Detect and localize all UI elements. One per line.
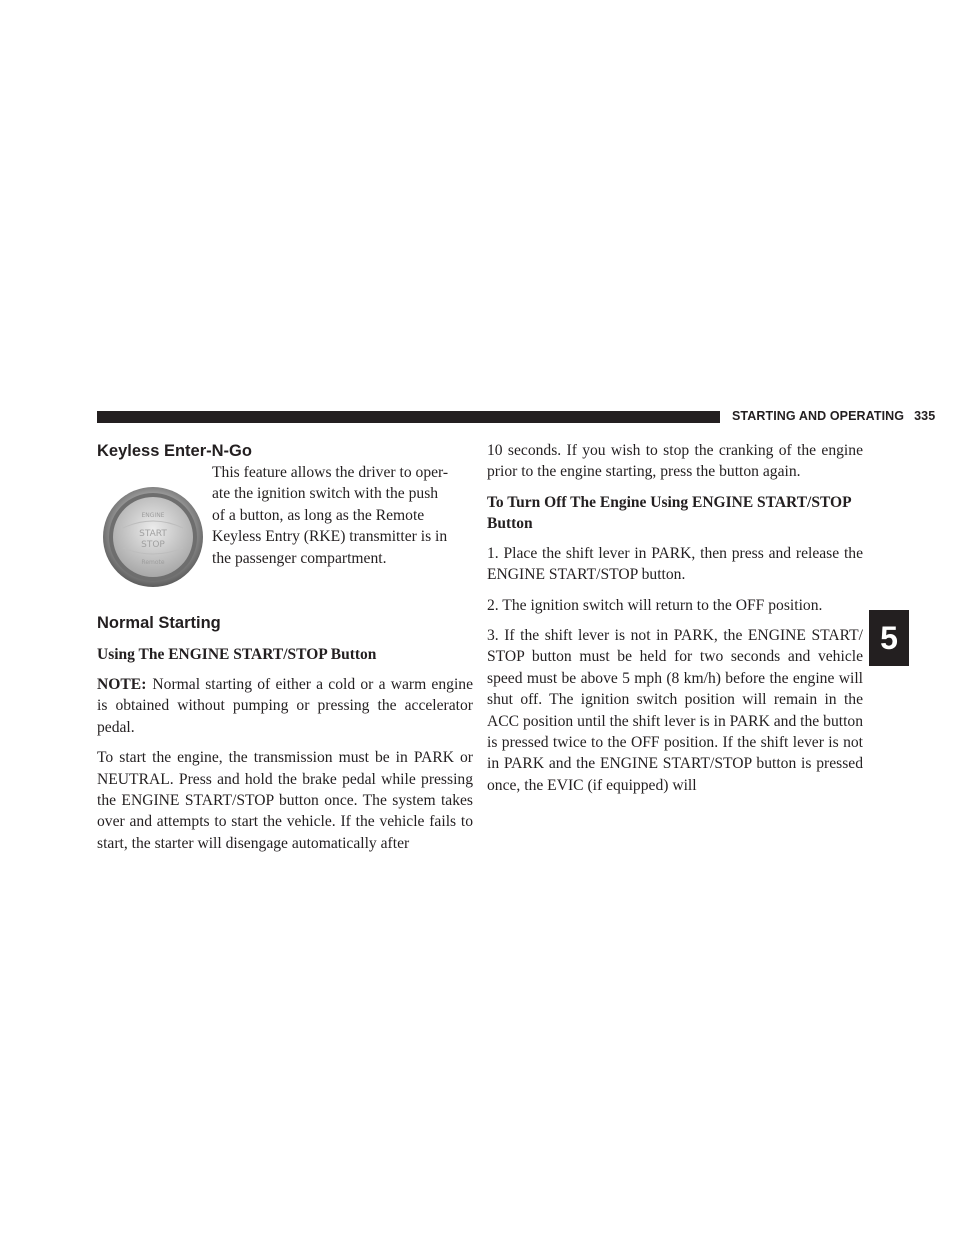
button-label-start: START [139,529,167,539]
note-text: Normal starting of either a cold or a warm engine is obtained without pumping or pressing the accelerator pedal. [97,676,473,736]
step-1: 1. Place the shift lever in PARK, then press and release the ENGINE START/STOP button. [487,544,863,584]
page-number: 335 [914,409,936,423]
header-rule [97,411,720,423]
section-title: STARTING AND OPERATING [732,409,905,423]
step-2: 2. The ignition switch will return to the OFF position. [487,596,823,614]
right-column [487,440,863,796]
step-3: 3. If the shift lever is not in PARK, the ENGINE START/ STOP button must be held for two seconds and vehicle speed must be above 5 mph (8 km/h) before the engine will shut off. The ignition switch position will remain in the ACC position until the shift lever is in PARK and the button is pressed twice to the OFF position. If the shift lever is not in PARK and the ENGINE START/STOP button is pressed once, the EVIC (if equipped) will [487,627,863,794]
engine-start-stop-button-icon [99,484,207,590]
button-label-stop: STOP [141,540,165,550]
intro-line: ate the ignition switch with the push [212,485,439,503]
continued-paragraph: 10 seconds. If you wish to stop the cranking of the engine prior to the engine starting, press the button again. [487,442,863,481]
intro-line: This feature allows the driver to oper- [212,464,449,481]
heading-normal-starting: Normal Starting [97,614,221,632]
subheading-turn-off: To Turn Off The Engine Using ENGINE START/STOP Button [487,493,851,532]
intro-line: of a button, as long as the Remote [212,506,425,524]
button-label-bottom: Remote [141,559,165,566]
subheading-using-button: Using The ENGINE START/STOP Button [97,646,377,663]
left-column [97,440,473,854]
note-paragraph [97,674,473,738]
start-paragraph: To start the engine, the transmission must be in PARK or NEUTRAL. Press and hold the brake pedal while pressing the ENGINE START/STOP button once. The system takes over and attempts to start the vehicle. If the vehicle fails to start, the starter will disengage automatically after [97,749,473,852]
intro-line: Keyless Entry (RKE) transmitter is in [212,528,448,546]
intro-block [97,462,473,590]
running-head [732,407,936,425]
button-label-top: ENGINE [141,512,165,519]
note-label: NOTE: [97,676,147,693]
chapter-tab: 5 [869,610,909,666]
intro-paragraph [212,462,473,569]
heading-keyless-enter-n-go: Keyless Enter-N-Go [97,442,252,460]
intro-line: the passenger compartment. [212,549,387,567]
